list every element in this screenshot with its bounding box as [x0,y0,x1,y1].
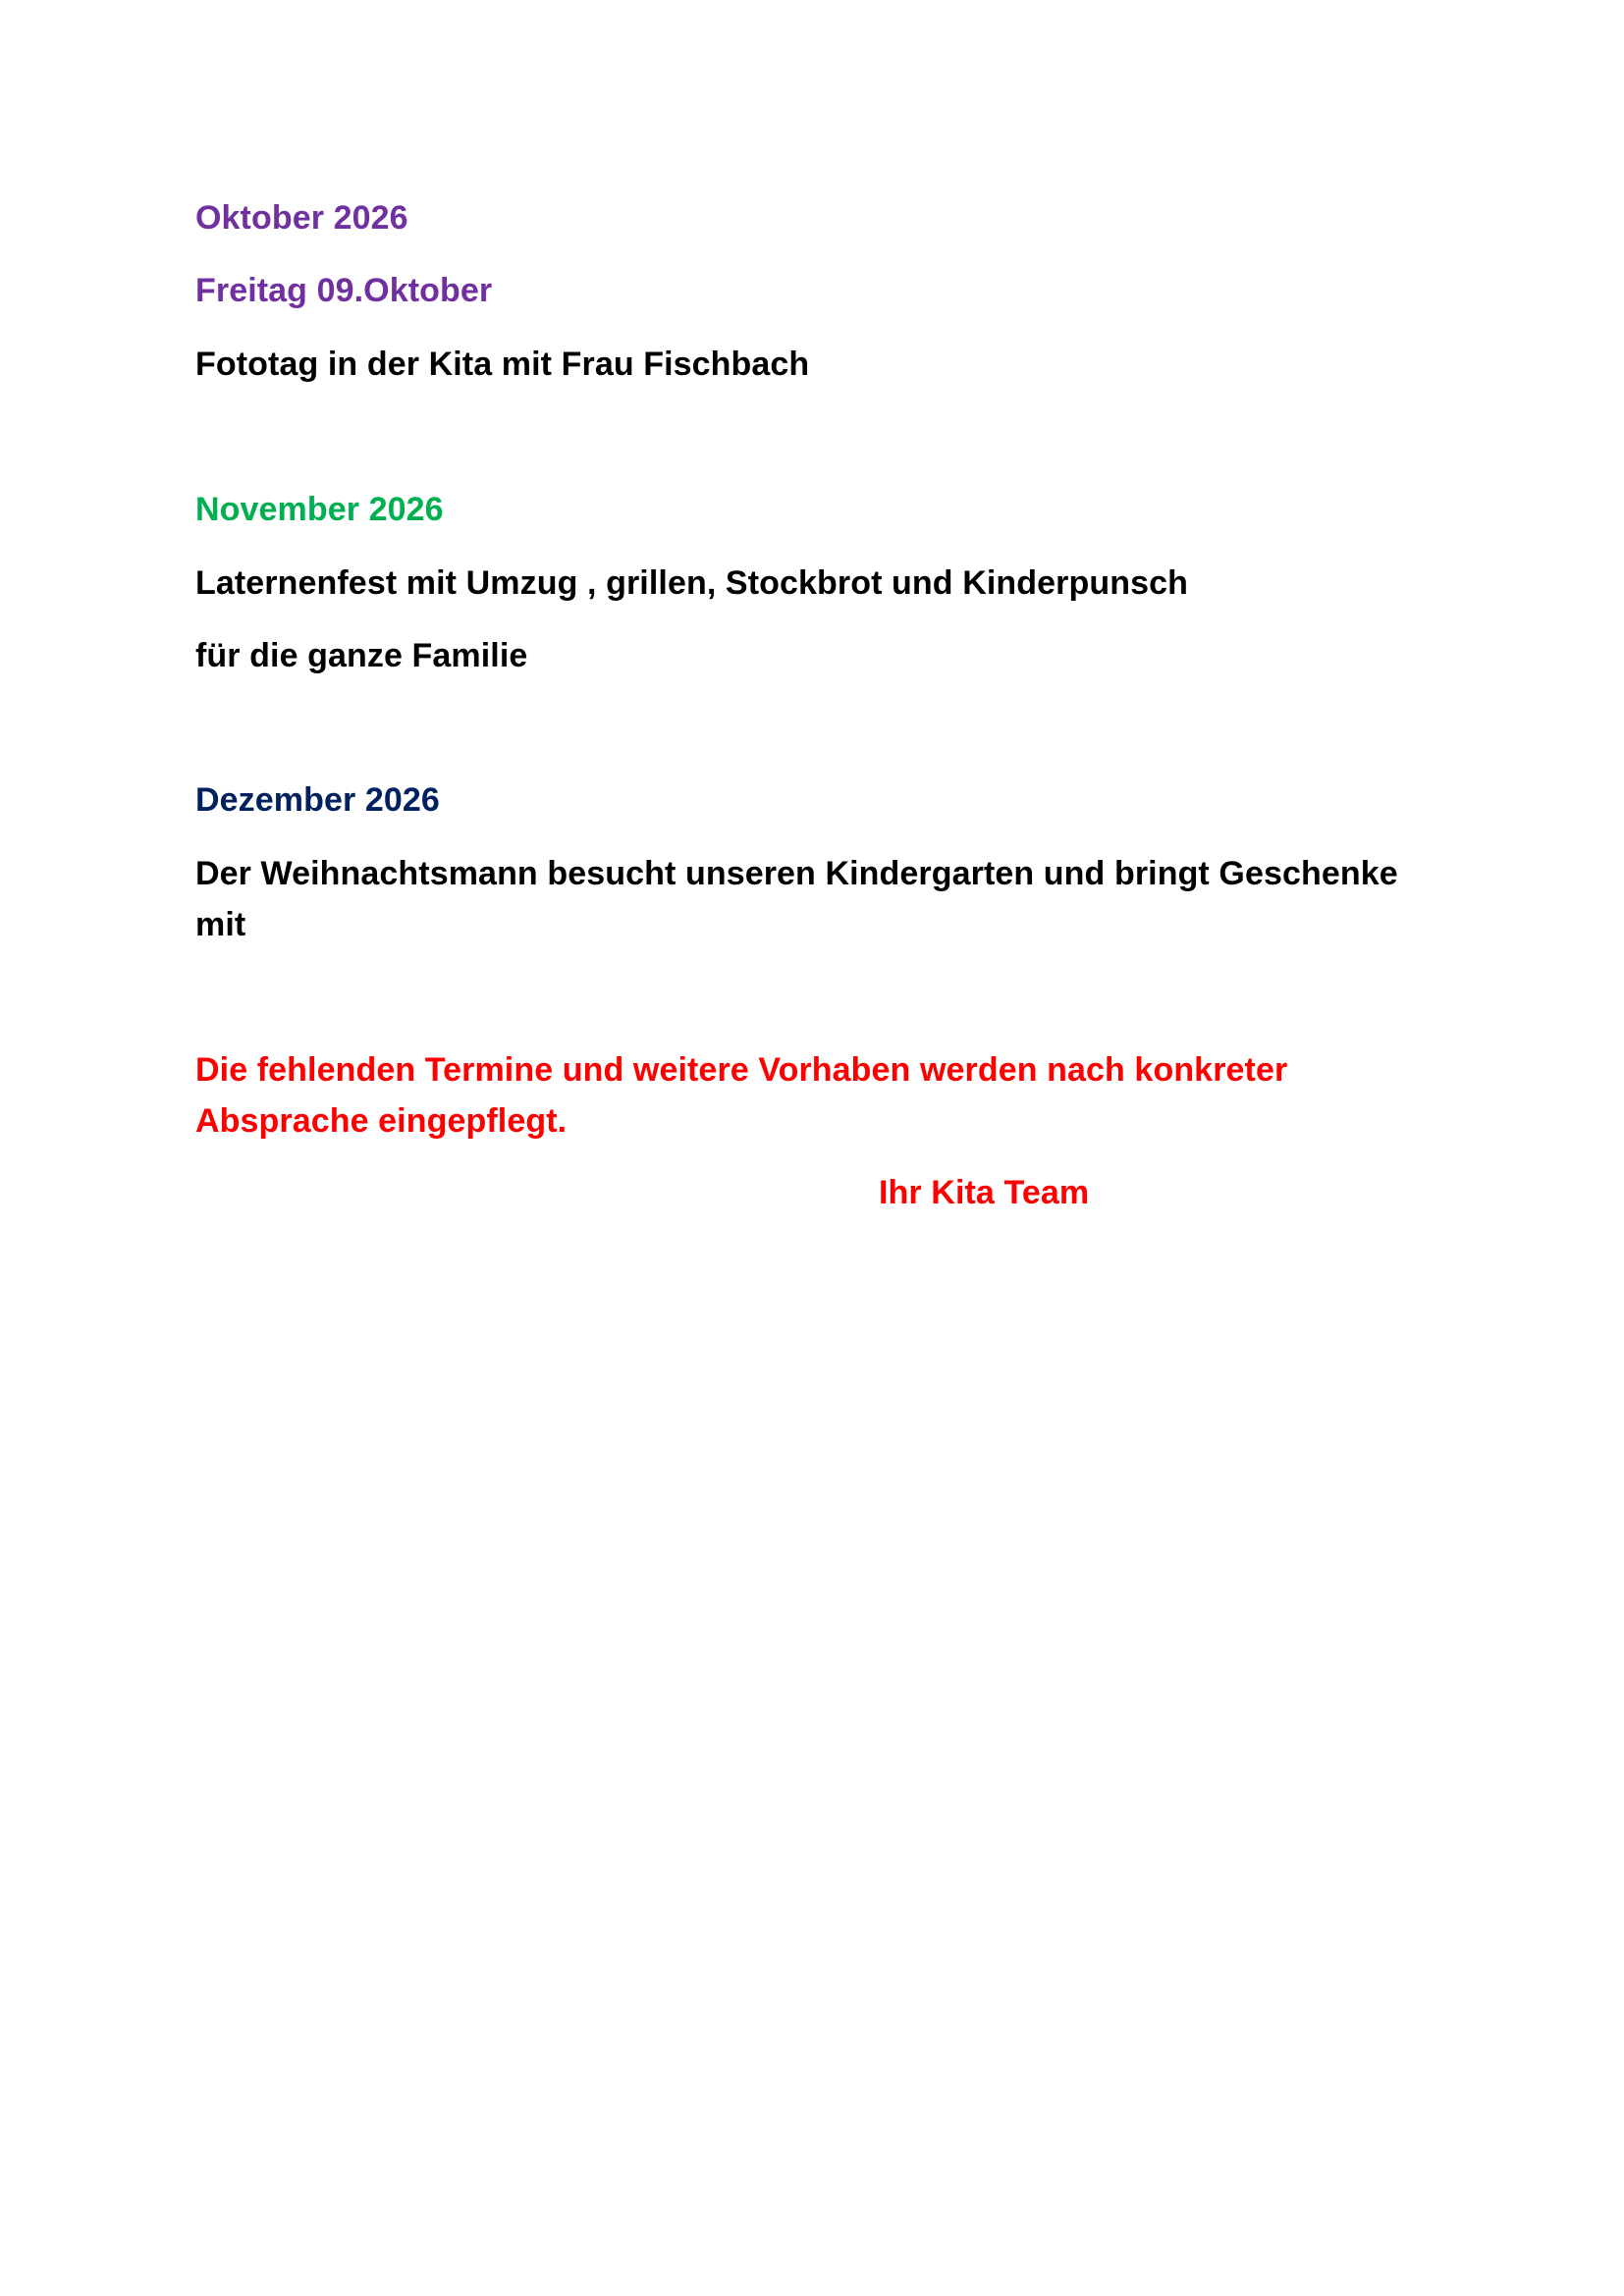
october-event: Fototag in der Kita mit Frau Fischbach [195,346,810,383]
october-heading: Oktober 2026 [195,199,408,237]
december-event: Der Weihnachtsmann besucht unseren Kindergarten und bringt Geschenke mit [195,855,1398,943]
november-event-line-2: für die ganze Familie [195,637,528,674]
october-date: Freitag 09.Oktober [195,272,493,309]
closing-notice: Die fehlenden Termine und weitere Vorhaben werden nach konkreter Absprache eingepflegt. [195,1051,1288,1140]
signature: Ihr Kita Team [879,1174,1090,1211]
november-event-line-1: Laternenfest mit Umzug , grillen, Stockbrot und Kinderpunsch [195,564,1188,602]
december-heading: Dezember 2026 [195,781,440,819]
november-heading: November 2026 [195,491,444,528]
